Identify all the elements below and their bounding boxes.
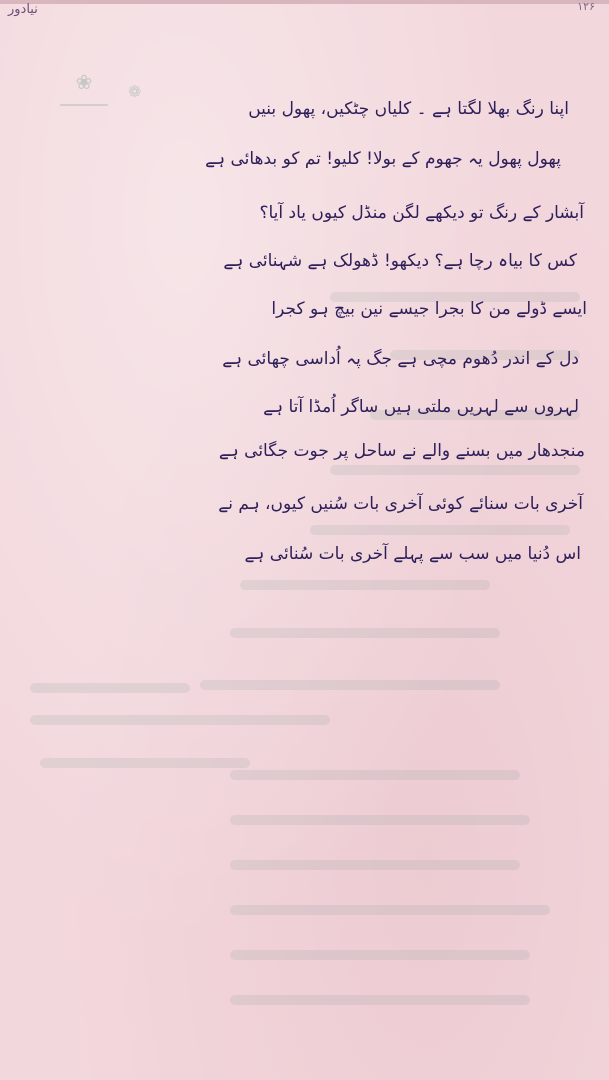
journal-name-header: نیادور [8,2,38,17]
poem-line: دل کے اندر دُھوم مچی ہے جگ پہ اُداسی چھائی ہے [222,349,579,369]
poem-line: لہروں سے لہریں ملتی ہیں ساگر اُمڈا آتا ہے [263,397,579,417]
bleed-through-line [230,995,530,1005]
bleed-through-line [240,580,490,590]
poem-line: آخری بات سنائے کوئی آخری بات سُنیں کیوں، ہم نے [218,494,583,514]
bleed-through-line [230,905,550,915]
bleed-through-line [230,860,520,870]
poem-line: آبشار کے رنگ تو دیکھے لگن منڈل کیوں یاد آیا؟ [259,203,584,223]
bleed-through-line [230,815,530,825]
poem-line: اپنا رنگ بھلا لگتا ہے ۔ کلیاں چٹکیں، پھول بنیں [248,99,569,119]
bleed-through-line [330,465,580,475]
poem-line: ایسے ڈولے من کا بجرا جیسے نین بیچ ہو کجرا [271,299,587,319]
bleed-through-line [230,628,500,638]
poem-line: اس دُنیا میں سب سے پہلے آخری بات سُنائی ہے [244,544,581,564]
bleed-through-line [230,770,520,780]
faded-stamp-mark-small: ❁ [128,82,142,101]
page-number: ۱۲۶ [577,0,595,13]
bleed-through-line [230,950,530,960]
poem-line: منجدھار میں بسنے والے نے ساحل پر جوت جگائی ہے [218,441,585,461]
bleed-through-line [30,715,330,725]
faded-stamp-mark: ❀ [60,70,108,106]
page-top-edge [0,0,609,4]
poem-line: پھول پھول یہ جھوم کے بولا! کلیو! تم کو بدھائی ہے [205,149,561,169]
bleed-through-line [200,680,500,690]
poem-line: کس کا بیاہ رچا ہے؟ دیکھو! ڈھولک ہے شہنائی ہے [223,251,577,271]
bleed-through-line [30,683,190,693]
bleed-through-line [310,525,570,535]
bleed-through-line [40,758,250,768]
